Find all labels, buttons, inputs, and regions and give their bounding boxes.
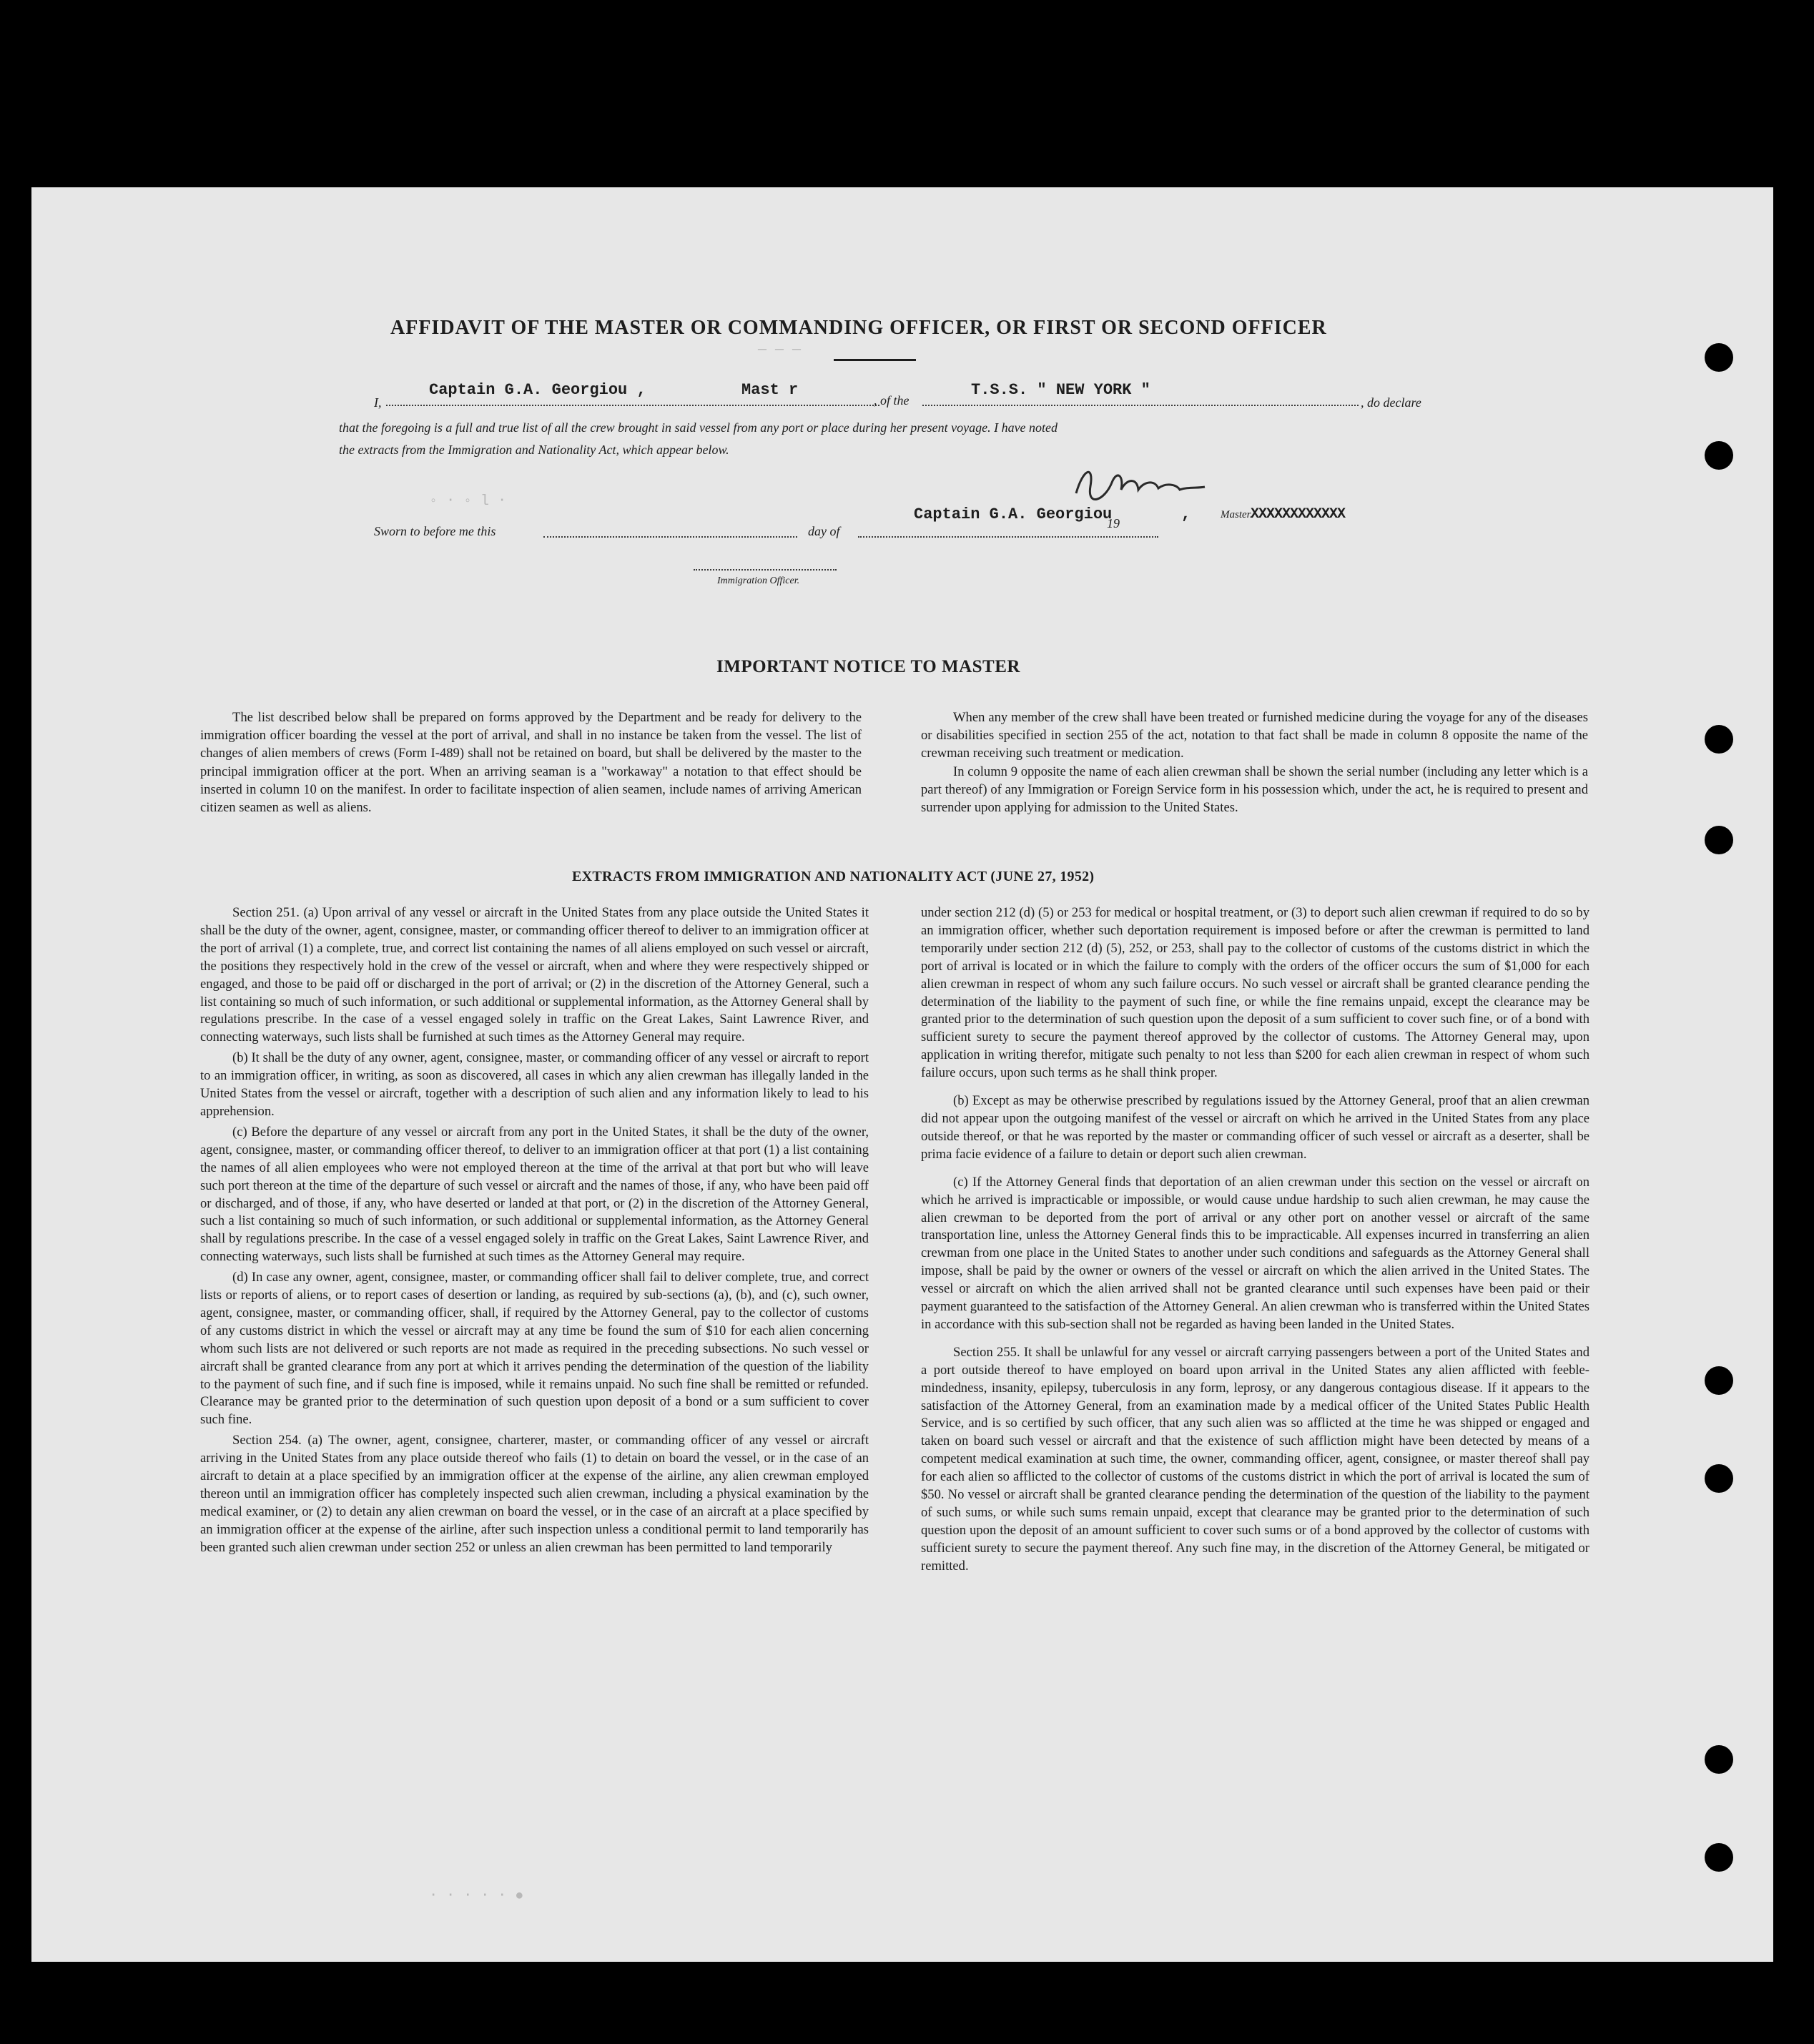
section-251a: Section 251. (a) Upon arrival of any vessel or aircraft in the United States from any place outside the United States it shall be the duty of the owner, agent, consignee, master, or commanding officer thereof to deliver to an immigration officer at the port of arrival (1) a complete, true, and correct list containing the names of all aliens employed on such vessel or aircraft, the positions they respectively hold in the crew of the vessel or aircraft, when and where they were respectively shipped or engaged, and those to be paid off or discharged in the port of arrival; or (2) in the discretion of the Attorney General, such a list containing so much of such information, or such additional or supplemental information, as the Attorney General shall by regulations prescribe. In the case of a vessel engaged solely in traffic on the Great Lakes, Saint Lawrence River, and connecting waterways, such lists shall be furnished at such times as the Attorney General may require. <box>200 905 869 1045</box>
declarant-rank: Mast r <box>741 381 799 399</box>
notice-title: IMPORTANT NOTICE TO MASTER <box>716 657 1020 676</box>
notice-right-paragraph-1: When any member of the crew shall have been treated or furnished medicine during the voyage for any of the diseases or disabilities specified in section 255 of the act, notation to that fact shall be made in column 8 opposite the name of the crewman receiving such treatment or medication. <box>921 710 1588 761</box>
year-label: 19 <box>1107 516 1120 530</box>
section-251b: (b) It shall be the duty of any owner, agent, consignee, master, or commanding officer of any vessel or aircraft to report to an immigration officer, in writing, as soon as discovered, all cases in which any alien crewman has illegally landed in the United States from the vessel or aircraft, together with a description of such alien and any information likely to lead to his apprehension. <box>200 1050 869 1119</box>
sworn-label: Sworn to before me this <box>374 524 496 538</box>
punch-hole <box>1705 343 1733 372</box>
extracts-title: EXTRACTS FROM IMMIGRATION AND NATIONALITY ACT (JUNE 27, 1952) <box>572 869 1095 884</box>
declaration-line-1: that the foregoing is a full and true list of all the crew brought in said vessel from any port or place during her present voyage. I have noted <box>339 420 1058 435</box>
section-254a: Section 254. (a) The owner, agent, consignee, charterer, master, or commanding officer of any vessel or aircraft arriving in the United States from any place outside thereof who fails (1) to detain on board the vessel, or in the case of an aircraft to detain at a place specified by an immigration officer at the expense of the airline, any alien crewman employed thereon until an immigration officer has completely inspected such alien crewman, including a physical examination by the medical examiner, or (2) to detain any alien crewman on board the vessel, or in the case of an aircraft at a place specified by an immigration officer at the expense of the airline, after such inspection unless a conditional permit to land temporarily has been granted such alien crewman under section 252 or unless an alien crewman has been permitted to land temporarily <box>200 1433 869 1555</box>
bleed-through: ⋅ ⋅ ⋅ ⋅ ⋅ ● <box>429 1888 524 1905</box>
punch-hole <box>1705 441 1733 470</box>
notice-right-paragraph-2: In column 9 opposite the name of each alien crewman shall be shown the serial number (including any letter which is a part thereof) of any Immigration or Foreign Service form in his possession which, under the act, he is required to present and surrender upon applying for admission to the United States. <box>921 764 1588 816</box>
section-254a-continued: under section 212 (d) (5) or 253 for medical or hospital treatment, or (3) to deport such alien crewman if required to do so by an immigration officer, whether such deportation requirement is imposed before or after the crewman is permitted to land temporarily under section 212 (d) (5), 252, or 253, shall pay to the collector of customs of the customs district in which the port of arrival is located or in which the failure to comply with the orders of the officer occurs the sum of $1,000 for each alien crewman in respect of whom any such failure occurs. No such vessel or aircraft shall be granted clearance pending the determination of the liability to the payment of such fine, or while the fine remains unpaid, except the clearance may be granted prior to the determination of such question upon the deposit of a sum sufficient to cover such fine, or of a bond with sufficient surety to secure the payment thereof approved by the collector of customs. The Attorney General may, upon application in writing therefor, mitigate such penalty to not less than $200 for each alien crewman in respect of whom such failure occurs, upon such terms as he shall think proper. <box>921 905 1589 1081</box>
officer-label: Immigration Officer. <box>717 576 800 586</box>
declaration-line-2: the extracts from the Immigration and Nationality Act, which appear below. <box>339 443 729 457</box>
notice-left-column <box>200 709 862 816</box>
master-strikeout: XXXXXXXXXXXX <box>1251 506 1346 523</box>
vessel-name: T.S.S. " NEW YORK " <box>971 381 1150 399</box>
i-label: I, <box>374 395 382 410</box>
day-of-label: day of <box>808 524 840 538</box>
punch-hole <box>1705 1745 1733 1774</box>
extracts-right-column <box>921 904 1589 1579</box>
notice-right-column <box>921 709 1588 816</box>
extracts-left-column <box>200 904 869 1560</box>
signed-comma: , <box>1181 505 1191 523</box>
signature-mark <box>1073 461 1208 504</box>
section-254b: (b) Except as may be otherwise prescribed by regulations issued by the Attorney General, proof that an alien crewman did not appear upon the outgoing manifest of the vessel or aircraft on which he arrived in the United States from any place outside thereof, or that he was reported by the master or commanding officer of such vessel or aircraft as a deserter, shall be prima facie evidence of a failure to detain or deport such alien crewman. <box>921 1093 1589 1162</box>
do-declare-label: , do declare <box>1361 395 1421 410</box>
day-line <box>858 536 1158 538</box>
officer-line <box>694 569 837 571</box>
sworn-line <box>543 536 797 538</box>
of-the-label: , of the <box>874 393 910 408</box>
notice-left-paragraph: The list described below shall be prepared on forms approved by the Department and be ready for delivery to the immigration officer boarding the vessel at the port of arrival, and shall in no instance be taken from the vessel. The list of changes of alien members of crews (Form I-489) shall not be retained on board, but shall be delivered by the master to the principal immigration officer at the port. When an arriving seaman is a "workaway" a notation to that effect should be inserted in column 10 on the manifest. In order to facilitate inspection of alien seamen, include names of arriving American citizen seamen as well as aliens. <box>200 710 862 816</box>
name-line <box>386 405 879 406</box>
master-label: Master. <box>1221 509 1253 520</box>
section-251d: (d) In case any owner, agent, consignee, master, or commanding officer shall fail to deliver complete, true, and correct lists or reports of aliens, or to report cases of desertion or landing, as required by sub-sections (a), (b), and (c), such owner, agent, consignee, master, or commanding officer, shall, if required by the Attorney General, pay to the collector of customs of any customs district in which the vessel or aircraft may at any time be found the sum of $10 for each alien concerning whom such lists are not delivered or such reports are not made as required in the preceding subsections. No such vessel or aircraft shall be granted clearance from any port at which it arrives pending the determination of the question of the liability to the payment of such fine, and if such fine is imposed, while it remains unpaid. No such fine shall be remitted or refunded. Clearance may be granted prior to the determination of such question upon deposit of a bond or a sum sufficient to cover such fine. <box>200 1270 869 1428</box>
punch-hole <box>1705 1366 1733 1395</box>
section-255: Section 255. It shall be unlawful for any vessel or aircraft carrying passengers between a port of the United States and a port outside thereof to have employed on board upon arrival in the United States any alien afflicted with feeble-mindedness, insanity, epilepsy, tuberculosis in any form, leprosy, or any dangerous contagious disease. If it appears to the satisfaction of the Attorney General, from an examination made by a medical officer of the United States Public Health Service, and is so certified by such officer, that any such alien was so afflicted at the time he was shipped or engaged and taken on board such vessel or aircraft and that the existence of such affliction might have been detected by means of a competent medical examination at such time, the owner, commanding officer, agent, consignee, or master thereof shall pay for each alien so afflicted to the collector of customs of the customs district in which the port of arrival is located the sum of $50. No vessel or aircraft shall be granted clearance pending the determination of the question of the liability to the payment of such sums, or while such sums remain unpaid, except that clearance may be granted prior to the determination of such question upon the deposit of an amount sufficient to cover such sums or of a bond approved by the collector of customs with sufficient surety to secure the payment thereof. Any such fine may, in the discretion of the Attorney General, be mitigated or remitted. <box>921 1344 1589 1574</box>
affidavit-title: AFFIDAVIT OF THE MASTER OR COMMANDING OFFICER, OR FIRST OR SECOND OFFICER <box>390 317 1327 339</box>
vessel-line <box>922 405 1359 406</box>
section-251c: (c) Before the departure of any vessel or aircraft from any port in the United States, it shall be the duty of the owner, agent, consignee, master, or commanding officer thereof, to deliver to an immigration officer at that port (1) a list containing the names of all alien employees who were not employed thereon at the time of the arrival at that port but who will leave such port thereon at the time of the departure of such vessel or aircraft and the names of those, if any, who have been paid off or discharged, and of those, if any, who have deserted or landed at that port, or (2) in the discretion of the Attorney General, such a list containing so much of such information, or such additional or supplemental information, as the Attorney General shall by regulations prescribe. In the case of a vessel engaged solely in traffic on the Great Lakes, Saint Lawrence River, and connecting waterways, such lists shall be furnished at such times as the Attorney General may require. <box>200 1124 869 1265</box>
signed-name: Captain G.A. Georgiou <box>914 505 1113 523</box>
bleed-through: ◦ ⋅ ◦ l ⋅ <box>429 493 507 510</box>
punch-hole <box>1705 826 1733 854</box>
punch-hole <box>1705 1464 1733 1493</box>
punch-hole <box>1705 725 1733 754</box>
section-254c: (c) If the Attorney General finds that deportation of an alien crewman under this section on the vessel or aircraft on which he arrived is impracticable or impossible, or would cause undue hardship to such alien crewman, he may cause the alien crewman to be deported from the port of arrival or any other port on another vessel or aircraft of the same transportation line, unless the Attorney General finds this to be impracticable. All expenses incurred in transferring an alien crewman from one place in the United States to another under such conditions and safeguards as the Attorney General shall impose, shall be paid by the owner or owners of the vessel or aircraft on which the alien arrived in the United States. The vessel or aircraft on which the alien arrived shall not be granted clearance until such expenses have been paid or their payment guaranteed to the satisfaction of the Attorney General. An alien crewman who is transferred within the United States in accordance with this sub-section shall not be regarded as having been landed in the United States. <box>921 1174 1589 1332</box>
punch-hole <box>1705 1843 1733 1872</box>
title-rule <box>834 359 916 361</box>
declarant-name: Captain G.A. Georgiou , <box>429 381 646 399</box>
bleed-through: — — — <box>758 342 802 358</box>
